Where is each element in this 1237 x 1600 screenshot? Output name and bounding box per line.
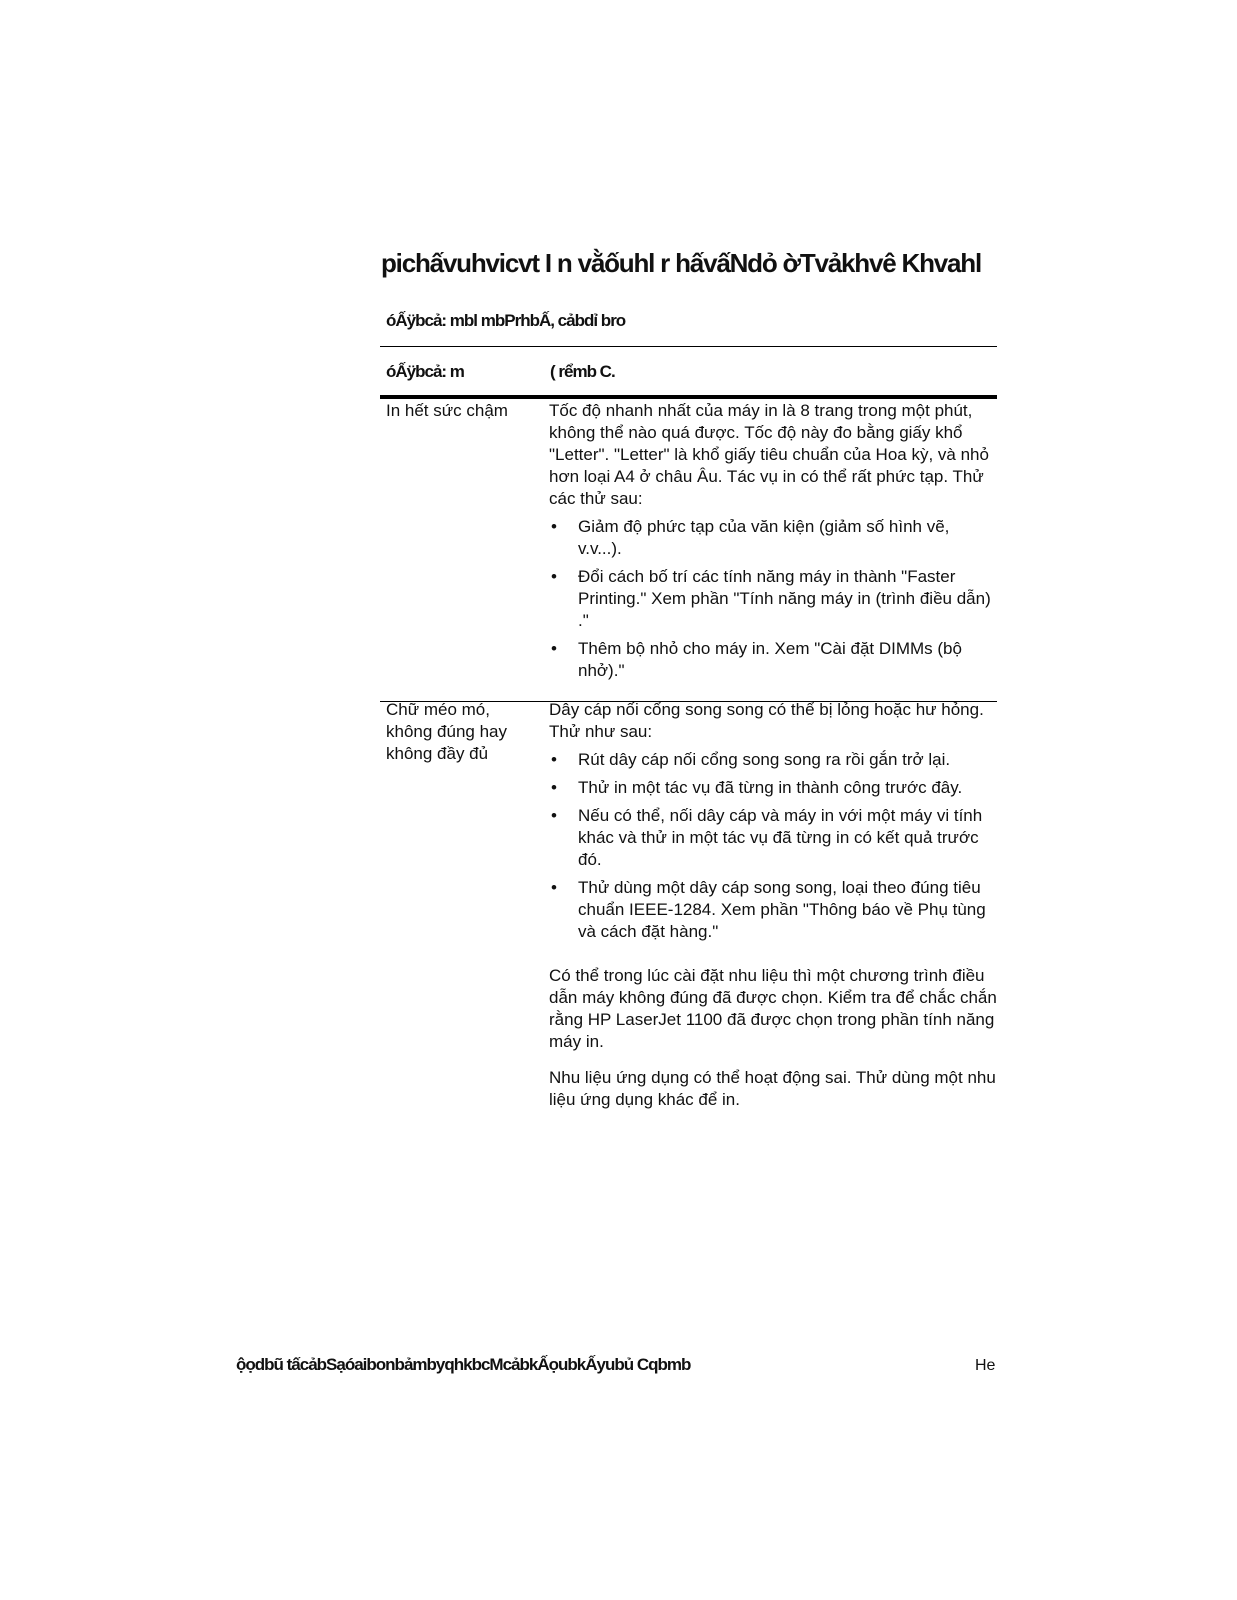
page-title: pichấvuhvicvt I n vằốuhl r hấvấNdỏ ờTvảkhvê Khvahl xyxy=(381,248,982,278)
bullet-icon: • xyxy=(551,878,557,897)
table-row-1-solution xyxy=(549,400,997,688)
bullet-icon: • xyxy=(551,750,557,769)
footer-page-marker: He xyxy=(975,1357,996,1374)
list-item: • Thêm bộ nhỏ cho máy in. Xem "Cài đặt DIMMs (bộ nhở)." xyxy=(551,639,962,680)
list-item: • Rút dây cáp nối cổng song song ra rồi gắn trở lại. xyxy=(551,750,951,769)
row-2-bullet-list xyxy=(549,749,997,943)
column-header-solution: ( rểmb C. xyxy=(550,362,615,381)
list-item: • Thử dùng một dây cáp song song, loại theo đúng tiêu chuẩn IEEE-1284. Xem phần "Thông báo về Phụ tùng và cách đặt hàng." xyxy=(551,878,986,941)
table-row-1-problem: In hết sức chậm xyxy=(386,401,508,420)
table-row-2-problem: Chữ méo mó, không đúng hay không đầy đủ xyxy=(386,700,507,763)
list-item: • Đổi cách bố trí các tính năng máy in thành "Faster Printing." Xem phần "Tính năng máy in (trình điều dẫn) ." xyxy=(551,567,991,630)
row-1-bullet-list xyxy=(549,516,997,682)
bullet-icon: • xyxy=(551,567,557,586)
row-1-intro: Tốc độ nhanh nhất của máy in là 8 trang trong một phút, không thể nào quá được. Tốc độ này đo bằng giấy khổ "Letter". "Letter" là khổ giấy tiêu chuẩn của Hoa kỳ, và nhỏ hơn loại A4 ở châu Âu. Tác vụ in có thể rất phức tạp. Thử các thử sau: xyxy=(549,401,989,508)
bullet-icon: • xyxy=(551,639,557,658)
column-header-problem: óẤÿbcả: m xyxy=(386,362,464,381)
bullet-icon: • xyxy=(551,806,557,825)
row-2-paragraph-3: Nhu liệu ứng dụng có thể hoạt động sai. Thử dùng một nhu liệu ứng dụng khác để in. xyxy=(549,1068,996,1109)
table-top-rule xyxy=(380,346,997,347)
table-header-rule xyxy=(380,395,997,399)
table-caption: óẤÿbcả: mbl mbPrhbẤ, cảbdỉ bro xyxy=(386,311,626,330)
bullet-icon: • xyxy=(551,778,557,797)
footer-section-title: ộọdbũ tấcảbSạóaibonbảmbyqhkbcMcảbkẤọubkẤyubủ Cqbmb xyxy=(236,1355,691,1374)
bullet-icon: • xyxy=(551,517,557,536)
list-item: • Nếu có thể, nối dây cáp và máy in với một máy vi tính khác và thử in một tác vụ đã từng in có kết quả trước đó. xyxy=(551,806,983,869)
table-row-2-solution xyxy=(549,699,997,1117)
row-2-paragraph-2: Có thể trong lúc cài đặt nhu liệu thì một chương trình điều dẫn máy không đúng đã được chọn. Kiểm tra để chắc chắn rằng HP LaserJet 1100 đã được chọn trong phần tính năng máy in. xyxy=(549,966,997,1051)
row-2-intro: Dây cáp nối cổng song song có thể bị lỏng hoặc hư hỏng. Thử như sau: xyxy=(549,700,984,741)
list-item: • Thử in một tác vụ đã từng in thành công trước đây. xyxy=(551,778,963,797)
list-item: • Giảm độ phức tạp của văn kiện (giảm số hình vẽ, v.v...). xyxy=(551,517,950,558)
